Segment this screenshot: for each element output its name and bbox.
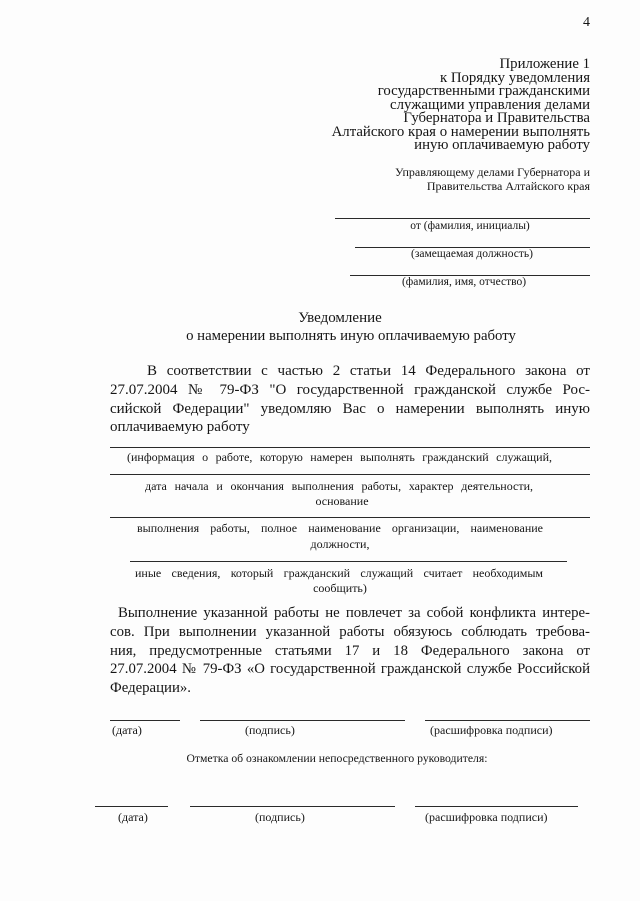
appendix-line: Приложение 1 xyxy=(499,56,590,72)
supervisor-signature-decoding-caption: (расшифровка подписи) xyxy=(425,810,548,824)
document-title: Уведомление xyxy=(298,310,382,326)
sender-initials-blank-line xyxy=(335,218,590,219)
addressee-line: Правительства Алтайского края xyxy=(426,179,590,193)
work-info-caption: иные сведения, который гражданский служащий считает необходимым xyxy=(135,566,543,580)
supervisor-signature-decoding-blank-line xyxy=(415,806,578,807)
document-subtitle: о намерении выполнять иную оплачиваемую работу xyxy=(186,328,516,344)
supervisor-acknowledgement-note: Отметка об ознакомлении непосредственного руководителя: xyxy=(186,752,488,765)
addressee-line: Управляющему делами Губернатора и xyxy=(395,165,590,179)
work-info-blank-line xyxy=(110,447,590,448)
employee-date-caption: (дата) xyxy=(112,723,142,737)
appendix-line: Губернатора и Правительства xyxy=(403,110,590,126)
work-info-caption: сообщить) xyxy=(313,581,367,595)
commitment-paragraph-line: ния, предусмотренные статьями 17 и 18 Федерального закона от xyxy=(110,643,590,659)
work-info-caption: основание xyxy=(315,494,369,508)
sender-initials-caption: от (фамилия, инициалы) xyxy=(410,220,530,232)
appendix-reference xyxy=(250,58,590,153)
supervisor-signature-caption: (подпись) xyxy=(255,810,305,824)
intro-paragraph-line: оплачиваемую работу xyxy=(110,419,250,435)
appendix-line: иную оплачиваемую работу xyxy=(414,137,590,153)
sender-full-name-caption: (фамилия, имя, отчество) xyxy=(401,276,527,288)
intro-paragraph-line: сийской Федерации" уведомляю Вас о намерении выполнять иную xyxy=(110,401,590,417)
appendix-line: служащими управления делами xyxy=(390,96,590,113)
employee-signature-decoding-caption: (расшифровка подписи) xyxy=(430,723,553,737)
employee-date-blank-line xyxy=(110,720,180,721)
intro-paragraph-line: 27.07.2004 № 79-ФЗ "О государственной гражданской службе Рос- xyxy=(110,382,590,398)
work-info-caption: дата начала и окончания выполнения работы, характер деятельности, xyxy=(145,479,533,493)
employee-signature-blank-line xyxy=(200,720,405,721)
supervisor-signature-blank-line xyxy=(190,806,395,807)
appendix-line: к Порядку уведомления xyxy=(439,69,590,86)
commitment-paragraph-line: Федерации». xyxy=(110,680,191,696)
work-info-blank-line xyxy=(130,561,567,562)
appendix-line: государственными гражданскими xyxy=(377,83,590,99)
intro-paragraph-line: В соответствии с частью 2 статьи 14 Федерального закона от xyxy=(147,363,590,379)
work-info-blank-line xyxy=(110,474,590,475)
work-info-blank-line xyxy=(110,517,590,518)
supervisor-date-caption: (дата) xyxy=(118,810,148,824)
page-number: 4 xyxy=(583,15,590,30)
addressee-block xyxy=(330,165,590,193)
employee-signature-caption: (подпись) xyxy=(245,723,295,737)
appendix-line: Алтайского края о намерении выполнять xyxy=(331,123,590,140)
commitment-paragraph-line: сов. При выполнении указанной работы обязуюсь соблюдать требова- xyxy=(110,624,590,640)
work-info-caption: выполнения работы, полное наименование организации, наименование xyxy=(137,521,543,535)
commitment-paragraph-line: 27.07.2004 № 79-ФЗ «О государственной гражданской службе Российской xyxy=(110,661,590,677)
sender-position-caption: (замещаемая должность) xyxy=(411,248,533,260)
employee-signature-decoding-blank-line xyxy=(425,720,590,721)
commitment-paragraph-line: Выполнение указанной работы не повлечет за собой конфликта интере- xyxy=(118,605,590,621)
supervisor-date-blank-line xyxy=(95,806,168,807)
work-info-caption: должности, xyxy=(310,537,370,551)
work-info-caption: (информация о работе, которую намерен выполнять гражданский служащий, xyxy=(127,450,552,464)
